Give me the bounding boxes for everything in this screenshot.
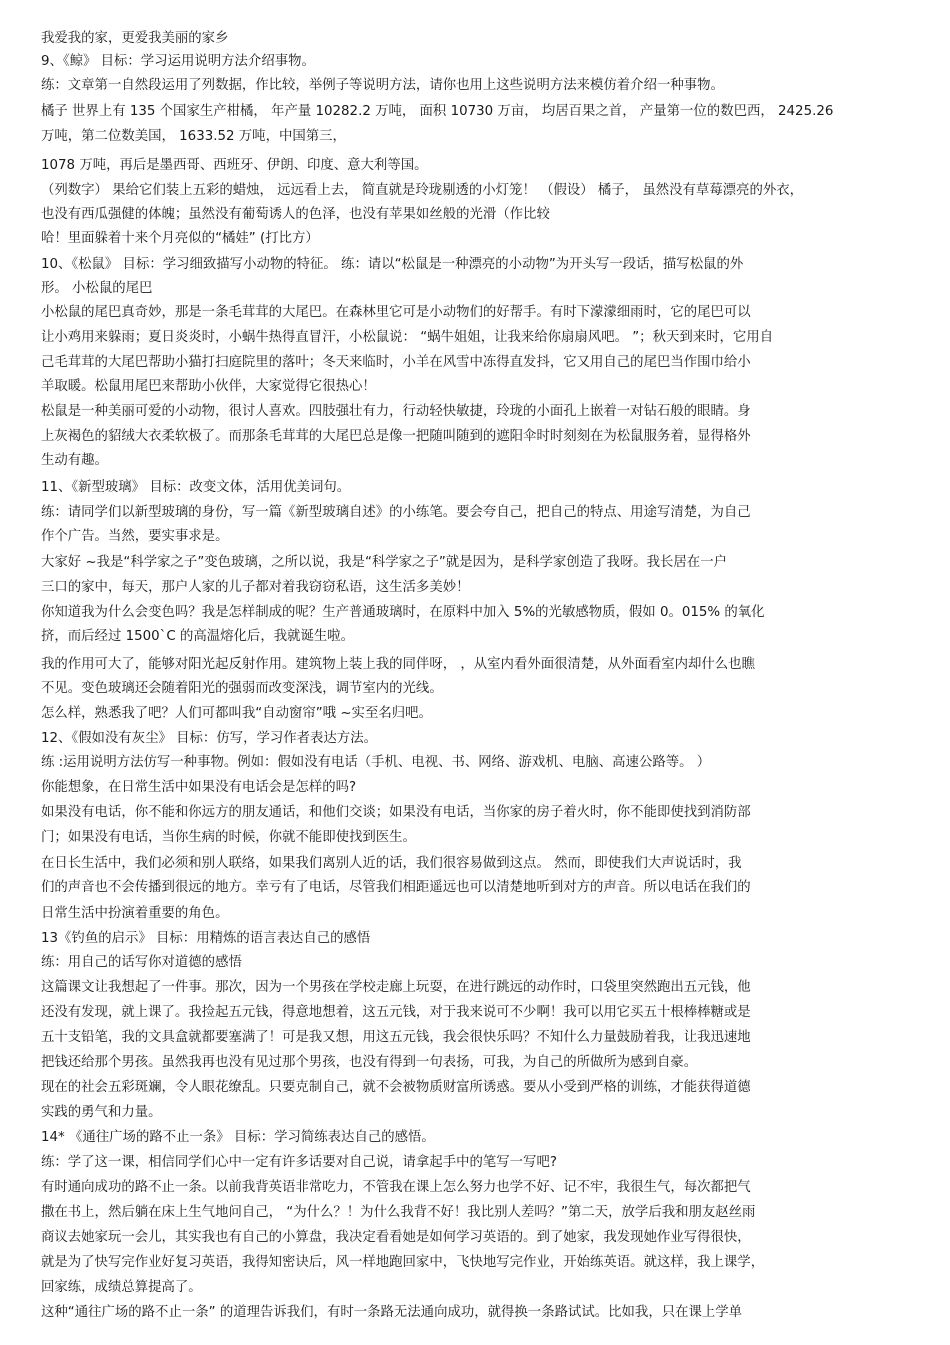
text-line: 五十支铅笔，我的文具盒就都要塞满了！可是我又想，用这五元钱，我会很快乐吗？不知什么力量鼓励着我，让我迅速地 bbox=[41, 1030, 751, 1045]
text-line: 练：用自己的话写你对道德的感悟 bbox=[41, 955, 242, 970]
text-line: 让小鸡用来躲雨；夏日炎炎时，小蜗牛热得直冒汗，小松鼠说： “蜗牛姐姐，让我来给你扇扇风吧。 ”；秋天到来时，它用自 bbox=[41, 330, 774, 345]
text-line: 练 :运用说明方法仿写一种事物。例如：假如没有电话（手机、电视、书、网络、游戏机、电脑、高速公路等。 ） bbox=[41, 755, 711, 770]
text-line: 怎么样，熟悉我了吧？人们可都叫我“自动窗帘”哦 ~实至名归吧。 bbox=[41, 706, 432, 721]
text-line: 在日长生活中，我们必须和别人联络，如果我们离别人近的话，我们很容易做到这点。 然而，即使我们大声说话时，我 bbox=[41, 856, 742, 871]
text-line: 商议去她家玩一会儿，其实我也有自己的小算盘，我决定看看她是如何学习英语的。到了她家，我发现她作业写得很快， bbox=[41, 1230, 751, 1245]
text-line: 上灰褐色的貂绒大衣柔软极了。而那条毛茸茸的大尾巴总是像一把随叫随到的遮阳伞时时刻刻在为松鼠服务着，显得格外 bbox=[41, 429, 751, 444]
text-line: 练：学了这一课，相信同学们心中一定有许多话要对自己说，请拿起手中的笔写一写吧? bbox=[41, 1155, 557, 1170]
text-line: 12、《假如没有灰尘》 目标：仿写，学习作者表达方法。 bbox=[41, 731, 377, 746]
text-line: 不见。变色玻璃还会随着阳光的强弱而改变深浅，调节室内的光线。 bbox=[41, 681, 443, 696]
text-line: 有时通向成功的路不止一条。以前我背英语非常吃力，不管我在课上怎么努力也学不好、记不牢，我很生气，每次都把气 bbox=[41, 1180, 751, 1195]
text-line: 生动有趣。 bbox=[41, 453, 108, 468]
text-line: 日常生活中扮演着重要的角色。 bbox=[41, 906, 229, 921]
text-line: 己毛茸茸的大尾巴帮助小猫打扫庭院里的落叶；冬天来临时，小羊在风雪中冻得直发抖，它又用自己的尾巴当作围巾给小 bbox=[41, 355, 751, 370]
text-line: 挤，而后经过 1500`C 的高温熔化后，我就诞生啦。 bbox=[41, 629, 355, 644]
text-line: 这种“通往广场的路不止一条” 的道理告诉我们，有时一条路无法通向成功，就得换一条路试试。比如我，只在课上学单 bbox=[41, 1305, 743, 1320]
text-line: 14* 《通往广场的路不止一条》 目标：学习简练表达自己的感悟。 bbox=[41, 1130, 435, 1145]
text-line: 作个广告。当然，要实事求是。 bbox=[41, 529, 229, 544]
text-line: 这篇课文让我想起了一件事。那次，因为一个男孩在学校走廊上玩耍，在进行跳远的动作时，口袋里突然跑出五元钱，他 bbox=[41, 980, 751, 995]
text-line: 10、《松鼠》 目标：学习细致描写小动物的特征。 练：请以“松鼠是一种漂亮的小动物”为开头写一段话，描写松鼠的外 bbox=[41, 257, 744, 272]
text-line: 大家好 ~我是“科学家之子”变色玻璃，之所以说，我是“科学家之子”就是因为，是科学家创造了我呀。我长居在一户 bbox=[41, 555, 727, 570]
text-line: 就是为了快写完作业好复习英语，我得知密诀后，风一样地跑回家中，飞快地写完作业，开始练英语。就这样，我上课学， bbox=[41, 1255, 765, 1270]
text-line: 练：请同学们以新型玻璃的身份，写一篇《新型玻璃自述》的小练笔。要会夸自己，把自己的特点、用途写清楚，为自己 bbox=[41, 505, 751, 520]
text-line: 还没有发现，就上课了。我捡起五元钱，得意地想着，这五元钱，对于我来说可不少啊！我可以用它买五十根棒棒糖或是 bbox=[41, 1005, 751, 1020]
text-line: 回家练，成绩总算提高了。 bbox=[41, 1280, 202, 1295]
text-line: 11、《新型玻璃》 目标：改变文体，活用优美词句。 bbox=[41, 480, 351, 495]
text-line: 哈！里面躲着十来个月亮似的“橘娃” (打比方） bbox=[41, 231, 319, 246]
text-line: 9、《鲸》 目标：学习运用说明方法介绍事物。 bbox=[41, 54, 315, 69]
text-line: 也没有西瓜强健的体魄；虽然没有葡萄诱人的色泽，也没有苹果如丝般的光滑（作比较 bbox=[41, 207, 550, 222]
text-line: 我爱我的家，更爱我美丽的家乡 bbox=[41, 31, 229, 46]
text-line: 实践的勇气和力量。 bbox=[41, 1105, 162, 1120]
text-line: 现在的社会五彩斑斓，令人眼花缭乱。只要克制自己，就不会被物质财富所诱惑。要从小受到严格的训练，才能获得道德 bbox=[41, 1080, 751, 1095]
text-line: 练：文章第一自然段运用了列数据，作比较，举例子等说明方法，请你也用上这些说明方法来模仿着介绍一种事物。 bbox=[41, 78, 724, 93]
text-line: 羊取暖。松鼠用尾巴来帮助小伙伴，大家觉得它很热心！ bbox=[41, 379, 376, 394]
text-line: 门；如果没有电话，当你生病的时候，你就不能即使找到医生。 bbox=[41, 830, 416, 845]
text-line: 三口的家中，每天，那户人家的儿子都对着我窃窃私语，这生活多美妙！ bbox=[41, 580, 470, 595]
text-line: 13《钓鱼的启示》 目标：用精炼的语言表达自己的感悟 bbox=[41, 931, 371, 946]
text-line: 松鼠是一种美丽可爱的小动物，很讨人喜欢。四肢强壮有力，行动轻快敏捷，玲珑的小面孔上嵌着一对钻石般的眼睛。身 bbox=[41, 404, 751, 419]
text-line: 橘子 世界上有 135 个国家生产柑橘， 年产量 10282.2 万吨， 面积 10730 万亩， 均居百果之首， 产量第一位的数巴西， 2425.26 bbox=[41, 104, 834, 119]
text-line: 形。 小松鼠的尾巴 bbox=[41, 281, 153, 296]
text-line: 撒在书上，然后躺在床上生气地问自己， “为什么？！为什么我背不好！我比别人差吗？”第二天，放学后我和朋友赵丝雨 bbox=[41, 1205, 756, 1220]
text-line: 万吨，第二位数美国， 1633.52 万吨，中国第三， bbox=[41, 129, 346, 144]
text-line: （列数字） 果给它们装上五彩的蜡烛， 远远看上去， 简直就是玲珑剔透的小灯笼！ （假设） 橘子， 虽然没有草莓漂亮的外衣， bbox=[41, 183, 804, 198]
text-line: 我的作用可大了，能够对阳光起反射作用。建筑物上装上我的同伴呀， ，从室内看外面很清楚，从外面看室内却什么也瞧 bbox=[41, 657, 755, 672]
text-line: 们的声音也不会传播到很远的地方。幸亏有了电话，尽管我们相距遥远也可以清楚地听到对方的声音。所以电话在我们的 bbox=[41, 880, 751, 895]
text-line: 小松鼠的尾巴真奇妙，那是一条毛茸茸的大尾巴。在森林里它可是小动物们的好帮手。有时下濛濛细雨时，它的尾巴可以 bbox=[41, 305, 751, 320]
text-line: 你能想象，在日常生活中如果没有电话会是怎样的吗? bbox=[41, 780, 357, 795]
text-line: 你知道我为什么会变色吗？我是怎样制成的呢？生产普通玻璃时，在原料中加入 5%的光敏感物质，假如 0。015% 的氧化 bbox=[41, 605, 765, 620]
text-line: 把钱还给那个男孩。虽然我再也没有见过那个男孩，也没有得到一句表扬，可我，为自己的所做所为感到自豪。 bbox=[41, 1055, 698, 1070]
text-line: 1078 万吨，再后是墨西哥、西班牙、伊朗、印度、意大利等国。 bbox=[41, 158, 428, 173]
text-line: 如果没有电话，你不能和你远方的朋友通话，和他们交谈；如果没有电话，当你家的房子着火时，你不能即使找到消防部 bbox=[41, 805, 751, 820]
